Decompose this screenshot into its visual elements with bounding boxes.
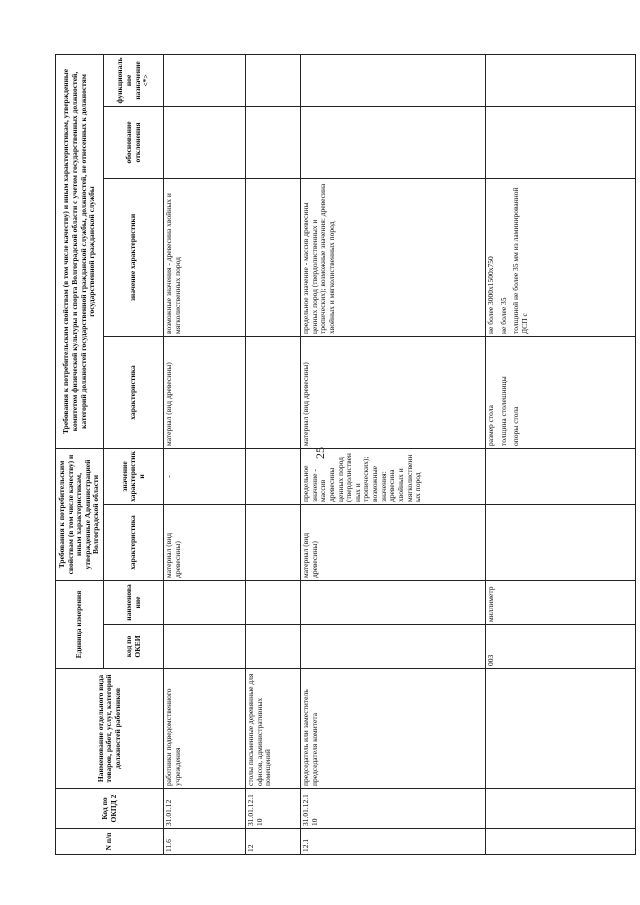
cell-okpd: 31.01.12.110 <box>301 789 486 829</box>
cell-com-char: материал (вид древесины) <box>301 336 486 448</box>
table-row <box>164 54 246 854</box>
header-unit: Единица измерения <box>56 580 104 668</box>
cell-unit-code <box>301 625 486 669</box>
header-functional: функциональное назначение <*> <box>104 54 164 106</box>
cell-num: 12 <box>246 829 301 855</box>
cell-num: 12.1 <box>301 829 486 855</box>
header-reg-value: значение характеристики <box>104 448 164 504</box>
cell-functional <box>164 54 246 106</box>
header-com-value: значение характеристики <box>104 178 164 336</box>
cell-name: работники подведомственного учреждения <box>164 669 246 789</box>
cell-com-value-supports: толщиной не более 35 мм из ламинированной ДСП с <box>511 187 529 334</box>
header-requirements-region: Требования к потребительским свойствам (в том числе качеству) и иным характеристикам, утвержденные Администрацией Волгоградской области <box>56 448 104 580</box>
cell-com-char <box>246 336 301 448</box>
table-row <box>301 54 486 854</box>
cell-com-value <box>246 178 301 336</box>
cell-unit-name <box>246 580 301 624</box>
cell-justification <box>486 106 636 178</box>
cell-reg-char: материал (вид древесины) <box>301 504 486 580</box>
cell-okpd: 31.01.12 <box>164 789 246 829</box>
cell-unit-name: миллиметр <box>486 580 636 624</box>
cell-functional <box>301 54 486 106</box>
cell-unit-code <box>164 625 246 669</box>
cell-justification <box>246 106 301 178</box>
cell-com-value: возможные значения - древесина хвойных и мягколиственных пород <box>164 178 246 336</box>
header-unit-name: наименование <box>104 580 164 624</box>
cell-com-char-supports: опоры стола <box>511 406 521 446</box>
cell-name <box>486 669 636 789</box>
table-row <box>246 54 301 854</box>
cell-reg-value: предельное значение - массив древесины ценных пород (твердолиственных и тропических); возможные значения: древесина хвойных и мягколиственных пород <box>301 448 486 504</box>
cell-functional <box>486 54 636 106</box>
cell-reg-char: материал (вид древесины) <box>164 504 246 580</box>
cell-com-value-size: не более 3000х1500х750 <box>486 256 495 334</box>
header-reg-char: характеристика <box>104 504 164 580</box>
cell-com-value: предельное значение - массив древесины ценных пород (твердолиственных и тропических); возможные значения: древесина хвойных и мягколиственных пород <box>301 178 486 336</box>
page-number: 25 <box>313 447 327 459</box>
cell-com-value-list <box>486 178 636 336</box>
cell-num <box>486 829 636 855</box>
cell-com-char-list <box>486 336 636 448</box>
cell-com-char-thickness: толщина столешницы <box>498 376 508 446</box>
header-com-char: характеристика <box>104 336 164 448</box>
header-num: N п/п <box>56 829 164 855</box>
cell-reg-value <box>486 448 636 504</box>
header-name: Наименование отдельного вида товаров, работ, услуг, категорий должностей работников <box>56 669 164 789</box>
cell-com-value-thickness: не более 35 <box>498 297 508 334</box>
header-justification: обоснование отклонения <box>104 106 164 178</box>
header-requirements-committee: Требования к потребительским свойствам (в том числе качеству) и иным характеристикам, утвержденные комитетом физической культуры и спорта Волгоградской области с учетом государственных должностей, категорий должностей государственной гражданской службы, должностей, не отнесенных к должностям государственной гражданской службы <box>56 54 104 448</box>
cell-functional <box>246 54 301 106</box>
cell-unit-code <box>246 625 301 669</box>
header-unit-code: код по ОКЕИ <box>104 625 164 669</box>
cell-name: столы письменные деревянные для офисов, административных помещений <box>246 669 301 789</box>
cell-justification <box>164 106 246 178</box>
cell-num: 11.6 <box>164 829 246 855</box>
table-row <box>486 54 636 854</box>
cell-com-char-size: размер стола <box>486 405 495 446</box>
rotated-table-container <box>55 55 640 855</box>
cell-okpd <box>486 789 636 829</box>
header-okpd: Код по ОКПД 2 <box>56 789 164 829</box>
cell-unit-code: 003 <box>486 625 636 669</box>
cell-justification <box>301 106 486 178</box>
cell-com-char: материал (вид древесины) <box>164 336 246 448</box>
requirements-table <box>55 54 636 855</box>
cell-okpd: 31.01.12.110 <box>246 789 301 829</box>
cell-name: председатель или заместитель председателя комитета <box>301 669 486 789</box>
cell-reg-value <box>246 448 301 504</box>
cell-reg-char <box>246 504 301 580</box>
cell-unit-name <box>164 580 246 624</box>
cell-reg-char <box>486 504 636 580</box>
cell-reg-value: - <box>164 448 246 504</box>
cell-unit-name <box>301 580 486 624</box>
